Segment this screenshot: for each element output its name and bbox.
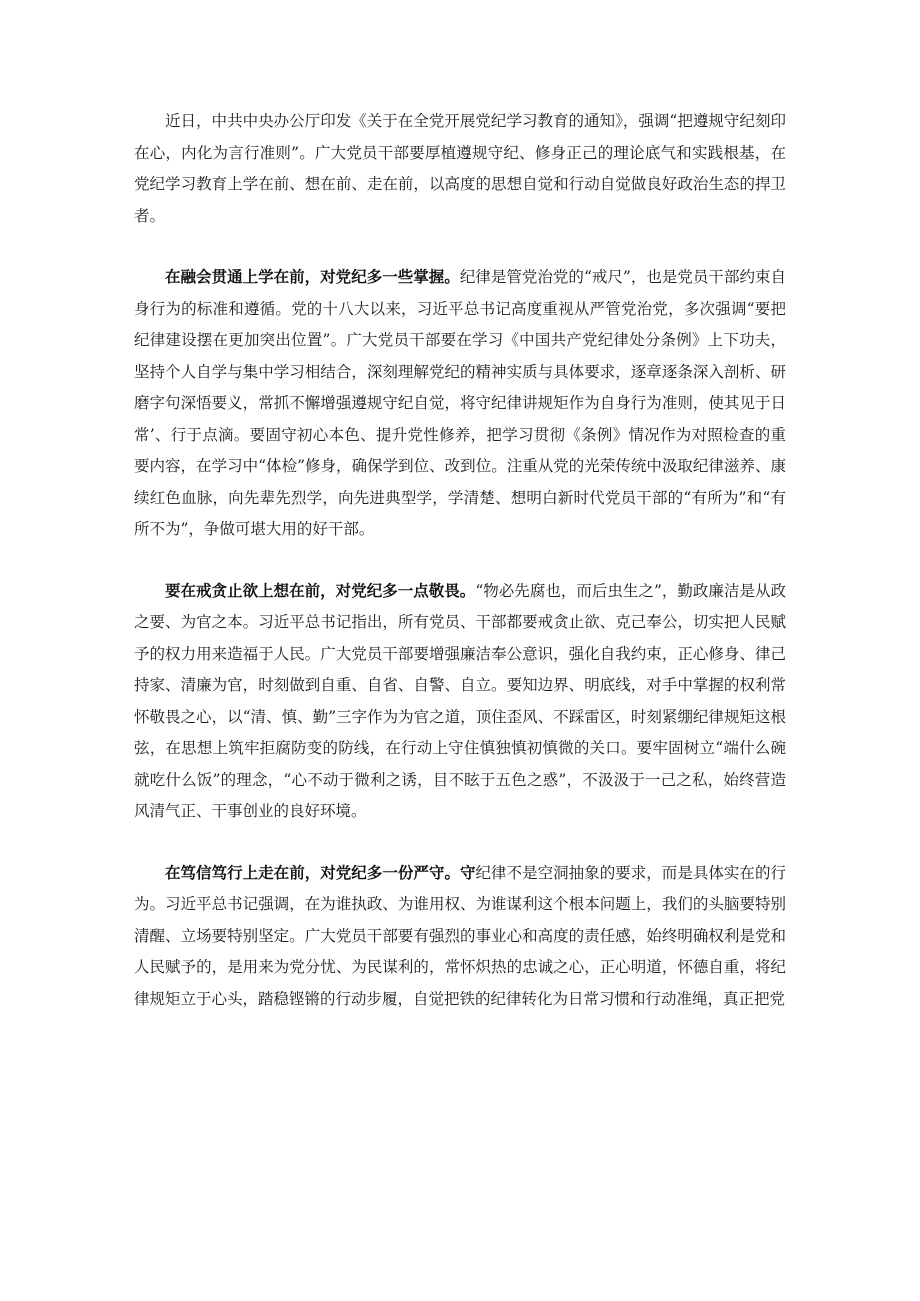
paragraph-think-first [134,575,786,828]
paragraph-lead: 在融会贯通上学在前，对党纪多一些掌握。 [165,267,460,286]
paragraph-lead: 在笃信笃行上走在前，对党纪多一份严守。守 [165,862,476,882]
paragraph-text: “物必先腐也，而后虫生之”，勤政廉洁是从政之要、为官之本。习近平总书记指出，所有党员、干部都要戒贪止欲、克己奉公，切实把人民赋予的权力用来造福于人民。广大党员干部要增强廉洁奉公意识，强化自我约束，正心修身、律己持家、清廉为官，时刻做到自重、自省、自警、自立。要知边界、明底线，对手中掌握的权利常怀敬畏之心，以“清、慎、勤”三字作为为官之道，顶住歪风、不踩雷区，时刻紧绷纪律规矩这根弦，在思想上筑牢拒腐防变的防线，在行动上守住慎独慎初慎微的关口。要牢固树立“端什么碗就吃什么饭”的理念，“心不动于微利之诱，目不眩于五色之惑”，不汲汲于一己之私，始终营造风清气正、干事创业的良好环境。 [134,581,786,820]
paragraph-lead: 要在戒贪止欲上想在前，对党纪多一点敬畏。 [165,580,476,600]
paragraph-text: 近日，中共中央办公厅印发《关于在全党开展党纪学习教育的通知》，强调“把遵规守纪刻印在心，内化为言行准则”。广大党员干部要厚植遵规守纪、修身正己的理论底气和实践根基，在党纪学习教育上学在前、想在前、走在前，以高度的思想自觉和行动自觉做良好政治生态的捍卫者。 [134,112,786,225]
paragraph-study-first [134,261,786,546]
document-body [134,105,786,1044]
paragraph-act-first [134,857,786,1016]
paragraph-text: 纪律是管党治党的“戒尺”，也是党员干部约束自身行为的标准和遵循。党的十八大以来，习近平总书记高度重视从严管党治党，多次强调“要把纪律建设摆在更加突出位置”。广大党员干部要在学习《中国共产党纪律处分条例》上下功夫，坚持个人自学与集中学习相结合，深刻理解党纪的精神实质与具体要求，逐章逐条深入剖析、研磨字句深悟要义，常抓不懈增强遵规守纪自觉，将守纪律讲规矩作为自身行为准则，使其见于日常’、行于点滴。要固守初心本色、提升党性修养，把学习贯彻《条例》情况作为对照检查的重要内容，在学习中“体检”修身，确保学到位、改到位。注重从党的光荣传统中汲取纪律滋养、康续红色血脉，向先辈先烈学，向先进典型学，学清楚、想明白新时代党员干部的“有所为”和“有所不为”，争做可堪大用的好干部。 [134,268,786,538]
paragraph-text: 纪律不是空洞抽象的要求，而是具体实在的行为。习近平总书记强调，在为谁执政、为谁用权、为谁谋利这个根本问题上，我们的头脑要特别清醒、立场要特别坚定。广大党员干部要有强烈的事业心和高度的责任感，始终明确权利是党和人民赋予的，是用来为党分忧、为民谋利的，常怀炽热的忠诚之心，正心明道，怀德自重，将纪律规矩立于心头，踏稳铿锵的行动步履，自觉把铁的纪律转化为日常习惯和行动准绳，真正把党 [134,863,786,1008]
paragraph-intro [134,105,786,232]
